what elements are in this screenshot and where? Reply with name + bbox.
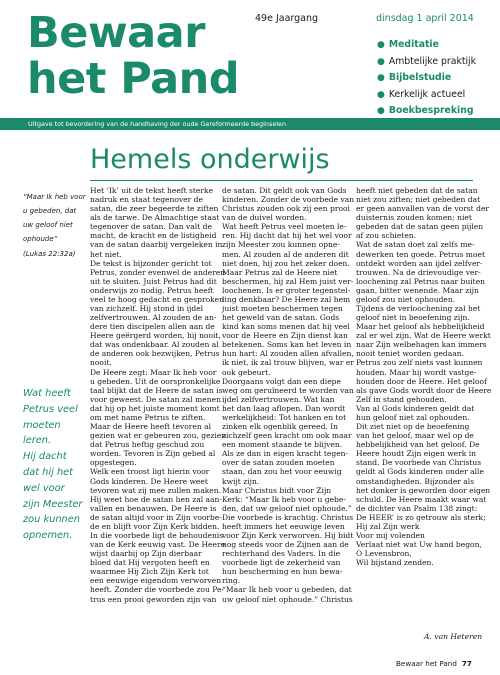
- article-line: Zelf in stand gehouden.: [356, 394, 447, 404]
- sidebar-quote: [23, 190, 89, 246]
- article-line: als de tarwe. De Almachtige staat: [90, 213, 220, 223]
- article-line: van de Kerk eeuwig vast. De Heere: [90, 540, 226, 550]
- article-line: Als ze dan in eigen kracht tegen-: [222, 449, 349, 459]
- article-line: houden. Maar hij wordt vastge-: [356, 367, 477, 377]
- article-line: kinderen. Zonder de voorbede van: [222, 195, 355, 205]
- bullet-icon: ●: [377, 56, 385, 67]
- article-line: De Heere zegt: Maar Ik heb voor: [90, 367, 217, 377]
- article-line: er geen aanvallen van de vorst der: [356, 204, 490, 214]
- article-line: Heere geërgerd worden, hij nooit,: [90, 331, 221, 341]
- article-line: geloof niet in beoefening zijn.: [356, 313, 470, 323]
- article-line: Verlaat niet wat Uw hand begon,: [356, 540, 482, 550]
- topic-label: Bijbelstudie: [388, 72, 452, 83]
- article-line: ook gebeurt.: [222, 367, 271, 377]
- article-line: dat Petrus heftig geschud zou: [90, 440, 205, 450]
- article-line: juist moeten beschermen tegen: [222, 304, 343, 314]
- article-line: ijdel zelfvertrouwen. Wat kan: [222, 394, 335, 404]
- article-line: Heere houdt Zijn eigen werk in: [356, 449, 476, 459]
- article-line: gaan, bitter wenende. Maar zijn: [356, 285, 479, 295]
- article-line: duisternis zouden komen; niet: [356, 213, 472, 223]
- article-line: voor geweest. De satan zal menen: [90, 394, 221, 404]
- topic-item: [377, 37, 476, 54]
- article-line: uw geloof niet ophoude.” Christus: [222, 594, 353, 604]
- article-line: Wat heeft Petrus veel moeten le-: [222, 222, 347, 232]
- quote-line: u gebeden, dat: [23, 207, 77, 215]
- article-line: waarmee Hij Zich Zijn Kerk tot: [90, 567, 209, 577]
- article-line: voorbede ligt de zekerheid van: [222, 558, 341, 568]
- article-line: Het ‘Ik’ uit de tekst heeft sterke: [90, 186, 214, 195]
- publisher-line: Uitgave tot bevordering van de handhaving der oude Gereformeerde beginselen: [28, 120, 287, 128]
- article-line: Christus zouden ook zij een prooi: [222, 204, 350, 214]
- article-line: u gebeden. Uit de oorspronkelijke: [90, 376, 221, 386]
- article-line: de anderen ook bezwijken, Petrus: [90, 349, 220, 359]
- article-line: Dit ziet niet op de beoefening: [356, 422, 470, 432]
- pull-line: Hij dacht: [23, 451, 67, 463]
- article-line: houden door de Heere. Het geloof: [356, 376, 487, 386]
- article-line: In die voorbede ligt de behoudenis: [90, 530, 224, 540]
- article-line: ling denkbaar? De Heere zal hem: [222, 294, 351, 304]
- sidebar-reference: (Lukas 22:32a): [23, 250, 76, 258]
- topic-item: [377, 87, 476, 104]
- pull-line: zijn Meester: [23, 498, 83, 510]
- article-line: om met name Petrus te ziften.: [90, 412, 206, 422]
- article-column-1: [90, 186, 227, 604]
- article-line: opgestegen.: [90, 458, 137, 468]
- masthead-line-1: Bewaar: [27, 8, 205, 58]
- article-line: een moment staande te blijven.: [222, 440, 343, 450]
- article-line: trouwen. Na de drievoudige ver-: [356, 267, 481, 277]
- article-line: betekenen. Soms kan het leven in: [222, 340, 352, 350]
- article-line: het donker is geworden door eigen: [356, 485, 491, 495]
- bullet-icon: ●: [377, 106, 385, 116]
- article-column-3: [356, 186, 492, 568]
- article-line: bloed dat Hij vergoten heeft en: [90, 558, 210, 568]
- article-line: heeft. Zonder die voorbede zou Pe-: [90, 585, 224, 595]
- title-divider: [90, 180, 473, 181]
- article-line: Kerk: “Maar Ik heb voor u gebe-: [222, 494, 346, 504]
- article-line: de dichter van Psalm 138 zingt:: [356, 503, 478, 513]
- article-line: voor Zijn Kerk verworven. Hij bidt: [222, 530, 354, 540]
- article-line: trus een prooi geworden zijn van: [90, 594, 217, 604]
- topics-list: [377, 37, 476, 120]
- topic-item: [377, 70, 476, 87]
- article-line: zelfvertrouwen. Al zouden de an-: [90, 313, 217, 323]
- article-line: tevoren wat zij mee zullen maken.: [90, 485, 221, 495]
- article-line: De HEER’ is zo getrouw als sterk;: [356, 512, 486, 522]
- article-line: veel te hoog gedacht en gesproken: [90, 294, 225, 304]
- article-line: zichzelf geen kracht om ook maar: [222, 431, 352, 441]
- article-line: uit te sluiten. Juist Petrus had dit: [90, 276, 217, 286]
- article-line: van het geloof, maar wel op de: [356, 431, 474, 441]
- article-line: werkelijkheid: Tot hanken en tot: [222, 412, 347, 422]
- pull-line: moeten leren.: [23, 419, 61, 447]
- article-line: nooit teniet worden gedaan.: [356, 349, 465, 359]
- article-line: den, dat uw geloof niet ophoude.”: [222, 503, 352, 513]
- topic-label: Kerkelijk actueel: [388, 88, 466, 100]
- article-line: als gave Gods wordt door de Heere: [356, 385, 492, 395]
- topic-label: Ambtelijke praktijk: [388, 55, 477, 67]
- article-line: worden. Tevoren is Zijn gebed al: [90, 449, 216, 459]
- article-line: staan, dan zou het voor eeuwig: [222, 467, 342, 477]
- article-line: De tekst is bijzonder gericht tot: [90, 258, 212, 268]
- article-line: Gods kinderen. De Heere weet: [90, 476, 208, 486]
- article-line: onderwijs zo nodig. Petrus heeft: [90, 285, 214, 295]
- article-line: omstandigheden. Bijzonder als: [356, 476, 475, 486]
- issue-date: dinsdag 1 april 2014: [376, 13, 474, 24]
- article-line: beschermen, hij zal Hem juist ver-: [222, 276, 354, 286]
- article-line: van zichzelf. Hij stond in ijdel: [90, 304, 204, 314]
- article-line: dewerken ten goede. Petrus moet: [356, 249, 486, 259]
- article-line: niet doen, hij zou het zeker doen.: [222, 258, 350, 268]
- article-line: van de satan daarbij vergeleken in: [90, 240, 223, 250]
- article-line: Welk een troost ligt hierin voor: [90, 467, 210, 477]
- article-line: heeft immers het eeuwige leven: [222, 521, 345, 531]
- article-line: taal blijkt dat de Heere de satan is: [90, 385, 223, 395]
- article-line: Tijdens de verloochening zal het: [356, 304, 481, 314]
- bullet-icon: ●: [377, 40, 385, 50]
- masthead: [27, 10, 257, 102]
- article-line: O Levensbron,: [356, 549, 412, 559]
- article-line: ontdekt worden aan ijdel zelfver-: [356, 258, 483, 268]
- article-title: Hemels onderwijs: [90, 144, 330, 175]
- article-line: men. Al zouden al de anderen dit: [222, 249, 349, 259]
- article-line: heeft niet gebeden dat de satan: [356, 186, 478, 195]
- article-line: ik niet, ik zal trouw blijven, war er: [222, 358, 354, 368]
- article-line: Maar het geloof als hebbelijkheid: [356, 322, 485, 332]
- article-line: Maar de Heere heeft tevoren al: [90, 422, 211, 432]
- issue-jaargang: 49e Jaargang: [255, 13, 319, 24]
- article-line: kwijt zijn.: [222, 476, 260, 486]
- quote-line: ophoude”: [23, 235, 58, 243]
- article-line: Voor mij volenden: [356, 530, 425, 540]
- footer-label: Bewaar het Pand: [396, 659, 457, 668]
- pull-quote: [23, 386, 85, 544]
- article-line: nadruk en staat tegenover de: [90, 195, 203, 205]
- bullet-icon: ●: [377, 73, 385, 83]
- article-line: over de satan zouden moeten: [222, 458, 335, 468]
- pull-line: zou kunnen: [23, 514, 80, 526]
- article-line: hun bescherming en hun bewa-: [222, 567, 343, 577]
- article-line: vallen en benauwen. De Heere is: [90, 503, 217, 513]
- publisher-band: [0, 118, 500, 130]
- article-line: gezien wat er gebeuren zou, gezien: [90, 431, 227, 441]
- article-line: af zou schieten.: [356, 231, 417, 241]
- article-line: het niet.: [90, 249, 122, 259]
- article-line: geldt al Gods kinderen onder alle: [356, 467, 484, 477]
- article-line: kind kan soms menen dat hij veel: [222, 322, 350, 332]
- article-line: satan, die zeer begeerde te ziften: [90, 204, 219, 214]
- article-line: hun hart: Al zouden allen afvallen,: [222, 349, 354, 359]
- article-line: Van al Gods kinderen geldt dat: [356, 403, 475, 413]
- article-line: hebbelijkheid van het geloof. De: [356, 440, 480, 450]
- article-line: tegenover de satan. Dan valt de: [90, 222, 212, 232]
- article-line: wijst daarbij op Zijn dierbaar: [90, 549, 202, 559]
- article-line: naar Zijn welbehagen kan immers: [356, 340, 487, 350]
- article-line: weg om geruïneerd te worden van: [222, 385, 354, 395]
- article-line: dat was ondenkbaar. Al zouden al: [90, 340, 219, 350]
- pull-line: dat hij het: [23, 466, 74, 478]
- article-line: ring.: [222, 576, 241, 586]
- article-line: loochenen. Is er groter tegenstel-: [222, 285, 351, 295]
- article-line: het dan laag aflopen. Dan wordt: [222, 403, 346, 413]
- article-line: Wil bijstand zenden.: [356, 558, 434, 568]
- quote-line: “Maar Ik heb voor: [23, 193, 86, 201]
- article-line: nooit.: [90, 358, 112, 368]
- topic-item: [377, 54, 476, 71]
- article-line: Petrus, zonder evenwel de anderen: [90, 267, 226, 277]
- article-line: niet zou ziften; niet gebeden dat: [356, 195, 481, 205]
- pull-line: wel voor: [23, 482, 65, 494]
- article-line: het geweld van de satan. Gods: [222, 313, 340, 323]
- article-line: Maar Petrus zal de Heere niet: [222, 267, 338, 277]
- article-line: Maar Christus bidt voor Zijn: [222, 485, 332, 495]
- article-line: stand. De voorbede van Christus: [356, 458, 482, 468]
- article-line: nog steeds voor de Zijnen aan de: [222, 540, 349, 550]
- article-line: de satan. Dit geldt ook van Gods: [222, 186, 347, 195]
- author-signature: A. van Heteren: [424, 632, 483, 641]
- topic-label: Meditatie: [388, 39, 439, 50]
- article-line: Hij weet hoe de satan hen zal aan-: [90, 494, 222, 504]
- article-line: Hij zal Zijn werk: [356, 521, 420, 531]
- article-line: macht, de kracht en de listigheid: [90, 231, 217, 241]
- bullet-icon: ●: [377, 89, 385, 100]
- article-line: geloof zou niet ophouden.: [356, 294, 456, 304]
- article-line: dat hij op het juiste moment komt: [90, 403, 220, 413]
- article-column-2: [222, 186, 355, 604]
- article-line: Die voorbede is krachtig. Christus: [222, 512, 354, 522]
- article-line: hun geloof niet zal ophouden.: [356, 412, 470, 422]
- article-line: loochening zal Petrus naar buiten: [356, 276, 486, 286]
- article-line: zijn Meester zou kunnen opne-: [222, 240, 340, 250]
- article-line: de en blijft voor Zijn Kerk bidden.: [90, 521, 220, 531]
- article-line: ren. Hij dacht dat hij het wel voor: [222, 231, 352, 241]
- masthead-line-2: het Pand: [27, 54, 240, 104]
- article-line: Petrus zou zelf niets vast kunnen: [356, 358, 483, 368]
- article-line: voor de Heere en Zijn dienst kan: [222, 331, 348, 341]
- page-number: 77: [461, 659, 472, 668]
- quote-line: uw geloof niet: [23, 221, 73, 229]
- pull-line: Wat heeft: [23, 388, 71, 399]
- article-line: dere tien discipelen allen aan de: [90, 322, 215, 332]
- article-line: de satan altijd voor in Zijn voorbe-: [90, 512, 222, 522]
- pull-line: Petrus veel: [23, 403, 78, 415]
- topic-label: Boekbespreking: [388, 105, 474, 116]
- article-line: zal er wel zijn. Wat de Heere werkt: [356, 331, 491, 341]
- article-line: van de duivel worden.: [222, 213, 307, 223]
- article-line: zinken elk ogenblik gereed. In: [222, 422, 339, 432]
- page-footer: [396, 659, 472, 668]
- article-line: schuld. De Heere maakt waar wat: [356, 494, 487, 504]
- article-line: een eeuwige eigendom verworven: [90, 576, 222, 586]
- article-line: Doorgaans volgt dan een diepe: [222, 376, 341, 386]
- pull-line: opnemen.: [23, 530, 73, 542]
- article-line: Wat de satan doet zal zelfs me-: [356, 240, 475, 250]
- article-line: gebeden dat de satan geen pijlen: [356, 222, 484, 232]
- article-line: rechterhand des Vaders. In die: [222, 549, 341, 559]
- article-line: “Maar Ik heb voor u gebeden, dat: [222, 585, 352, 595]
